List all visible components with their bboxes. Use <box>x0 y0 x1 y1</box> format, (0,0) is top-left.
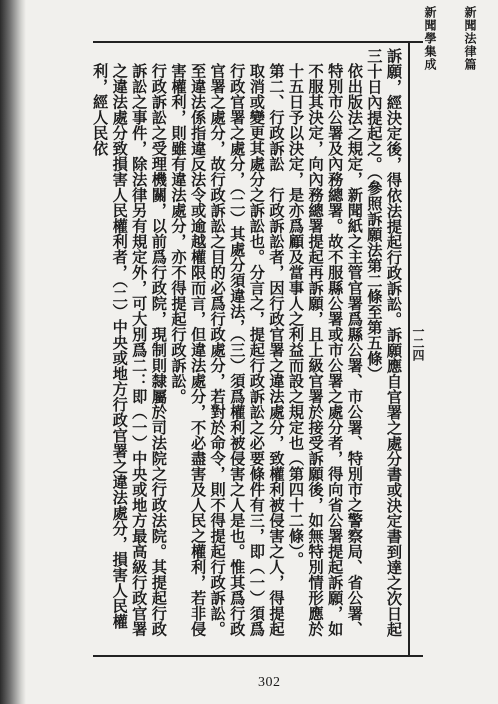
page-number: 302 <box>258 675 281 690</box>
running-header-left: 新聞學集成 <box>423 6 437 71</box>
paragraph-1: 訴願，經決定後，得依法提起行政訴訟。訴願應自官署之處分書或決定書到達之次日起三十日內提起之。（參照訴願法第二條至第五條） <box>365 48 403 637</box>
bottom-rule <box>93 655 423 657</box>
paragraph-4: 行政訴訟之受理機關，以前爲行政院，現制則隸屬於司法院之行政法院。其提起行政訴訟之事件，除法律另有規定外，可大別爲二：即（一）中央或地方最高級行政官署之違法處分致損害人民權利者，（二）中央或地方行政官署之違法處分，損害人民權利，經人民依 <box>91 63 168 637</box>
paragraph-2: 依出版法之規定，新聞紙之主管官署爲縣公署、市公署、特別市之警察局、省公署、特別市公署及內務總署。故不服縣公署或市公署之處分者，得向省公署提起訴願，如不服其決定，向內務總署提起再訴願，且上級官署於接受訴願後，如無特別情形應於十五日予以決定，是亦爲顧及當事人之利益而設之規定也（第四十二條）。 <box>287 63 364 637</box>
top-rule <box>93 41 423 43</box>
chapter-page-label: 一二四 <box>411 325 425 361</box>
body-text <box>58 48 403 648</box>
paragraph-3: 第二、行政訴訟 行政訴訟者，因行政官署之違法處分，致權利被侵害之人，得提起取消或變更其處分之訴訟也。分言之，提起行政訴訟之必要條件有三，即（一）須爲行政官署之處分，（二）其處分須違法，（三）須爲權利被侵害之人是也。惟其爲行政官署之處分，故行政訴訟之目的必爲行政處分，若對於命令，則不得提起行政訴訟。至違法係指違反法令或逾越權限而言，但違法處分，不必盡害及人民之權利，若非侵害權利，則雖有違法處分，亦不得提起行政訴訟。 <box>169 63 286 637</box>
binding-shadow <box>0 0 26 704</box>
header-divider-rule <box>408 41 410 656</box>
running-header-right: 新聞法律篇 <box>463 6 477 71</box>
